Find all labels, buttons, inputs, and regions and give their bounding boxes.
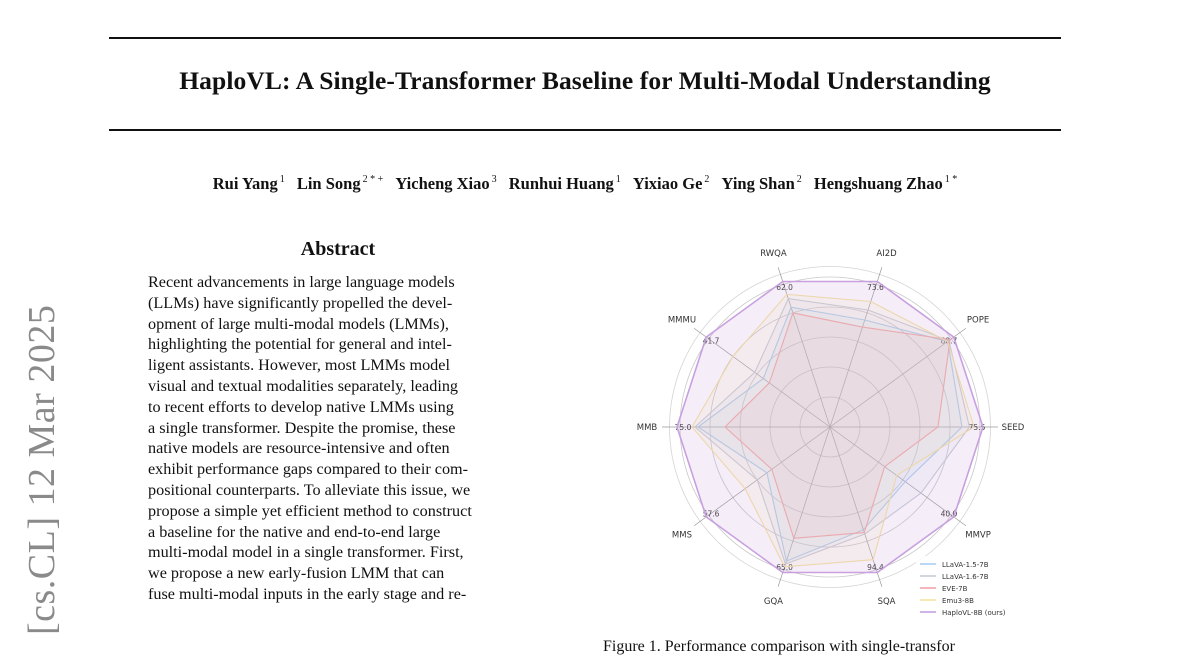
arxiv-side-stamp: [cs.CL] 12 Mar 2025 [21, 305, 63, 636]
legend-label: Emu3-8B [942, 597, 974, 605]
axis-label: POPE [966, 315, 990, 326]
abstract-line: fuse multi-modal inputs in the early stage and re- [148, 584, 467, 603]
abstract-body [148, 272, 530, 605]
author: Yicheng Xiao $^3$ [395, 174, 497, 193]
legend-label: LLaVA-1.6-7B [942, 573, 989, 581]
abstract-line: (LLMs) have significantly propelled the devel- [148, 293, 453, 312]
abstract-line: positional counterparts. To alleviate this issue, we [148, 480, 471, 499]
author: Hengshuang Zhao $^{1 *}$ [813, 174, 958, 193]
abstract-line: we propose a new early-fusion LMM that can [148, 564, 445, 583]
axis-max-label: 57.6 [702, 509, 720, 519]
axis-max-label: 88.7 [940, 336, 958, 346]
abstract-line: multi-modal model in a single transformer. First, [148, 543, 464, 562]
title-top-rule [109, 37, 1061, 39]
radar-chart-figure [600, 228, 1070, 630]
axis-label: SEED [1001, 423, 1025, 433]
abstract-line: visual and textual modalities separately, leading [148, 376, 459, 395]
abstract-line: opment of large multi-modal models (LMMs), [148, 314, 449, 333]
abstract-heading: Abstract [300, 238, 376, 260]
abstract-line: a baseline for the native and end-to-end large [148, 522, 441, 541]
legend-label: LLaVA-1.5-7B [942, 561, 989, 569]
legend-label: EVE-7B [942, 585, 968, 593]
axis-max-label: 75.5 [968, 423, 986, 432]
figure-caption: Figure 1. Performance comparison with single-transfor [603, 638, 955, 655]
axis-max-label: 40.0 [940, 509, 958, 519]
radar-chart [600, 228, 1070, 630]
author: Lin Song $^{2 * +}$ [296, 174, 384, 193]
legend-label: HaploVL-8B (ours) [942, 609, 1006, 617]
axis-max-label: 65.0 [776, 562, 793, 572]
abstract-line: Recent advancements in large language models [148, 273, 455, 291]
author: Runhui Huang $^1$ [508, 174, 621, 193]
paper-title: HaploVL: A Single-Transformer Baseline for Multi-Modal Understanding [179, 66, 991, 95]
author: Rui Yang $^1$ [212, 174, 285, 193]
axis-label: GQA [763, 597, 783, 608]
axis-label: RWQA [760, 248, 787, 259]
axis-max-label: 94.4 [867, 562, 884, 572]
axis-max-label: 75.0 [674, 423, 692, 432]
axis-label: SQA [877, 597, 896, 608]
abstract-line: a single transformer. Despite the promise, these [148, 418, 456, 437]
axis-max-label: 41.7 [702, 336, 720, 346]
axis-label: MMMU [667, 315, 697, 326]
abstract-line: highlighting the potential for general and intel- [148, 335, 452, 354]
abstract-line: to recent efforts to develop native LMMs using [148, 397, 454, 416]
abstract-line: propose a simple yet efficient method to construct [148, 501, 472, 520]
axis-max-label: 62.0 [776, 283, 793, 293]
axis-label: MMS [671, 530, 692, 541]
abstract-line: native models are resource-intensive and often [148, 439, 450, 458]
axis-label: MMB [636, 423, 658, 433]
author: Ying Shan $^2$ [721, 174, 802, 193]
axis-label: MMVP [965, 530, 991, 541]
author: Yixiao Ge $^2$ [632, 174, 710, 193]
axis-label: AI2D [876, 248, 897, 259]
series-polygon [674, 282, 983, 573]
abstract-line: exhibit performance gaps compared to their com- [148, 460, 469, 479]
axis-max-label: 73.6 [867, 283, 884, 293]
abstract-line: ligent assistants. However, most LMMs model [148, 356, 450, 375]
author-list [109, 174, 1061, 194]
title-bottom-rule [109, 129, 1061, 131]
